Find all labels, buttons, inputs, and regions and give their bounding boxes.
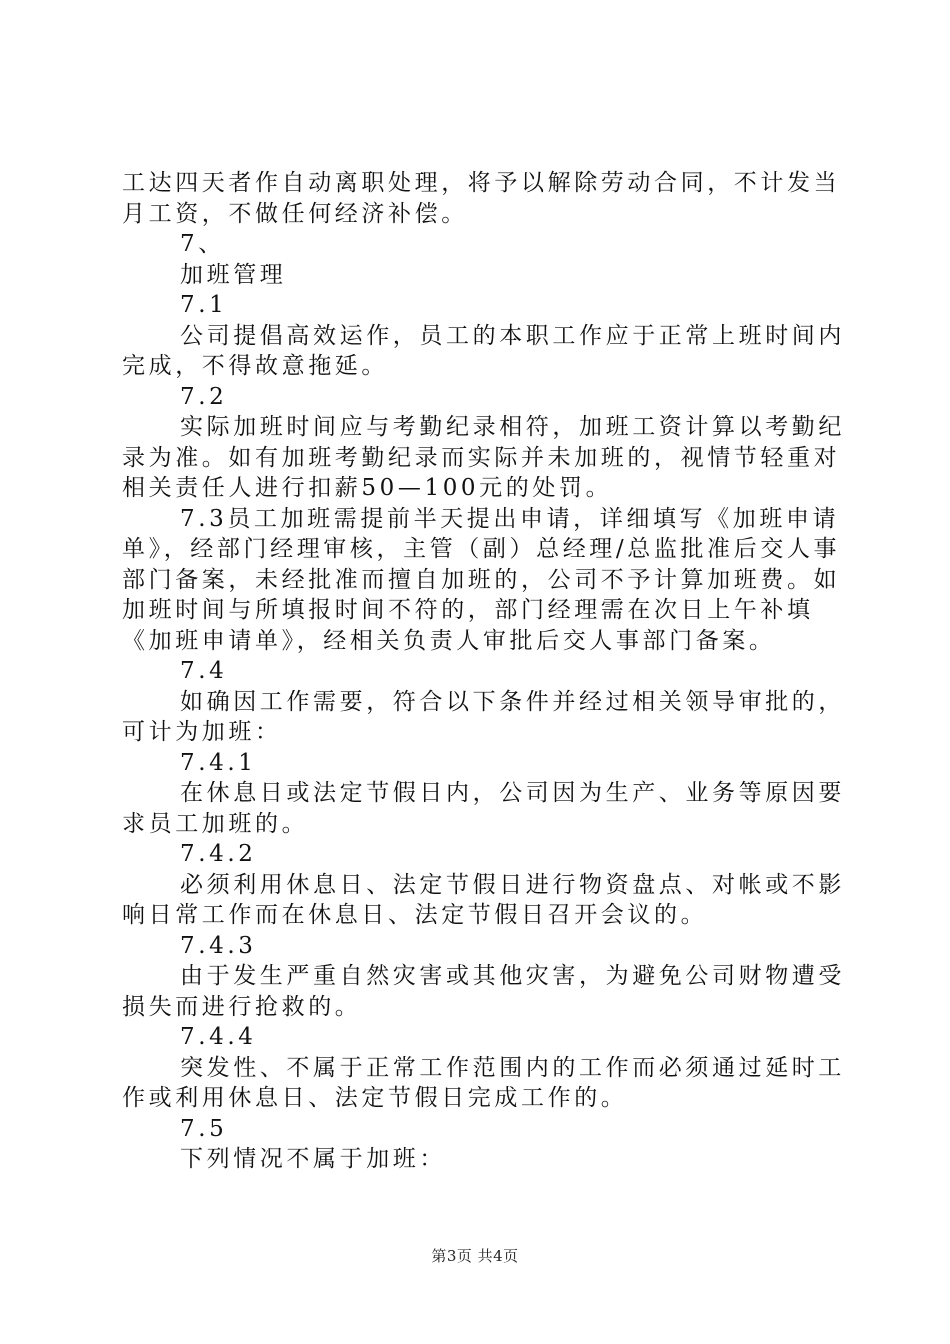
- text-line: 7、: [180, 231, 225, 257]
- text-line: 部门备案，未经批准而擅自加班的，公司不予计算加班费。如: [122, 566, 841, 593]
- text-line: 《加班申请单》，经相关负责人审批后交人事部门备案。: [122, 627, 776, 654]
- text-line: 在休息日或法定节假日内，公司因为生产、业务等原因要: [180, 780, 845, 806]
- text-line: 7.1: [180, 292, 228, 318]
- text-line: 7.3员工加班需提前半天提出申请，详细填写《加班申请: [180, 505, 840, 532]
- text-line: 完成，不得故意拖延。: [122, 353, 388, 379]
- text-line: 7.4.2: [180, 841, 257, 867]
- text-line: 7.4.4: [180, 1024, 257, 1050]
- text-line: 损失而进行抢救的。: [122, 993, 362, 1020]
- text-line: 如确因工作需要，符合以下条件并经过相关领导审批的，: [180, 688, 845, 715]
- text-line: 加班管理: [180, 261, 287, 288]
- page-footer: [0, 1245, 950, 1266]
- text-line: 由于发生严重自然灾害或其他灾害，为避免公司财物遭受: [180, 963, 845, 989]
- text-line: 求员工加班的。: [122, 810, 309, 837]
- text-line: 突发性、不属于正常工作范围内的工作而必须通过延时工: [180, 1054, 845, 1081]
- text-line: 相关责任人进行扣薪50—100元的处罚。: [122, 475, 613, 501]
- text-line: 7.2: [180, 383, 228, 410]
- text-line: 加班时间与所填报时间不符的，部门经理需在次日上午补填: [122, 597, 814, 623]
- text-line: 7.4: [180, 658, 228, 684]
- page-number-label: 第3页 共4页: [431, 1247, 519, 1265]
- text-line: 实际加班时间应与考勤纪录相符，加班工资计算以考勤纪: [180, 414, 845, 440]
- text-line: 响日常工作而在休息日、法定节假日召开会议的。: [122, 902, 708, 928]
- text-line: 7.5: [180, 1115, 228, 1142]
- text-line: 下列情况不属于加班：: [180, 1146, 446, 1172]
- text-line: 必须利用休息日、法定节假日进行物资盘点、对帐或不影: [180, 871, 845, 898]
- text-line: 工达四天者作自动离职处理，将予以解除劳动合同，不计发当: [122, 170, 841, 196]
- text-line: 录为准。如有加班考勤纪录而实际并未加班的，视情节轻重对: [122, 444, 841, 471]
- text-line: 单》，经部门经理审核，主管（副）总经理/总监批准后交人事: [122, 536, 841, 562]
- text-line: 7.4.1: [180, 749, 257, 776]
- text-line: 可计为加班：: [122, 719, 282, 745]
- text-line: 月工资，不做任何经济补偿。: [122, 200, 468, 227]
- document-body: [122, 168, 845, 1175]
- text-line: 公司提倡高效运作，员工的本职工作应于正常上班时间内: [180, 322, 845, 349]
- text-line: 7.4.3: [180, 932, 257, 959]
- text-line: 作或利用休息日、法定节假日完成工作的。: [122, 1085, 628, 1111]
